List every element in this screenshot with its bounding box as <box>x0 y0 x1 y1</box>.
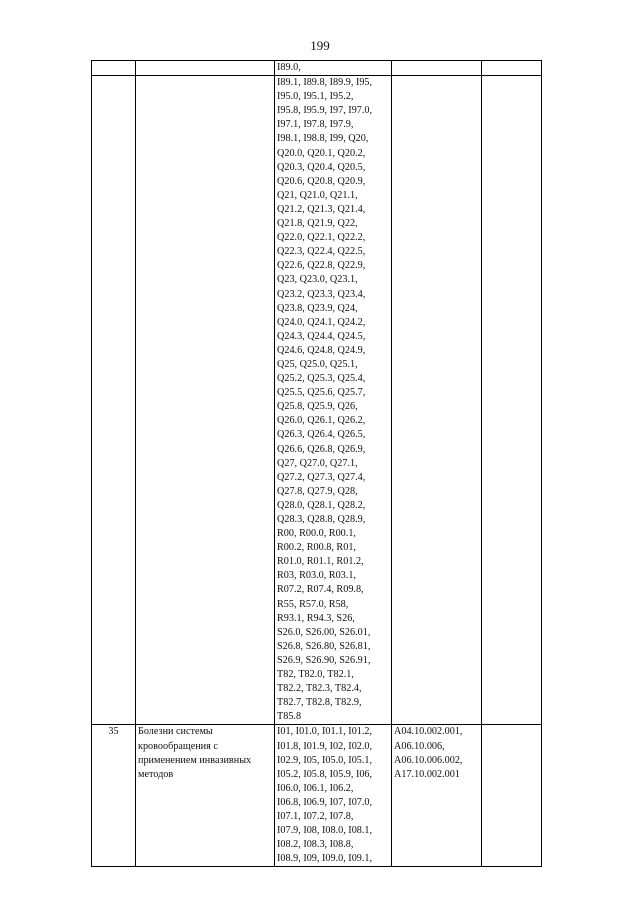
service-line: A06.10.006, <box>394 740 445 752</box>
code-line: I95.8, I95.9, I97, I97.0, <box>277 105 373 117</box>
code-line: Q27.2, Q27.3, Q27.4, <box>277 471 366 483</box>
code-line: I97.1, I97.8, I97.9, <box>277 119 354 131</box>
code-line: R07.2, R07.4, R09.8, <box>277 584 364 596</box>
cell-num <box>92 76 136 725</box>
name-line: Болезни системы <box>138 726 213 738</box>
cell-extra <box>482 725 542 867</box>
code-line: I06.8, I06.9, I07, I07.0, <box>277 796 373 808</box>
code-line: S26.0, S26.00, S26.01, <box>277 626 371 638</box>
code-line: I05.2, I05.8, I05.9, I06, <box>277 768 373 780</box>
table-cell <box>92 61 136 76</box>
code-line: Q25.5, Q25.6, Q25.7, <box>277 387 366 399</box>
code-line: S26.8, S26.80, S26.81, <box>277 640 371 652</box>
table-row <box>92 725 542 867</box>
code-line: Q21.2, Q21.3, Q21.4, <box>277 203 366 215</box>
code-line: R01.0, R01.1, R01.2, <box>277 556 364 568</box>
code-line: Q25.8, Q25.9, Q26, <box>277 401 358 413</box>
cell-services <box>392 76 482 725</box>
code-line: R00, R00.0, R00.1, <box>277 528 356 540</box>
code-line: Q23.2, Q23.3, Q23.4, <box>277 288 366 300</box>
code-line: I08.9, I09, I09.0, I09.1, <box>277 853 373 865</box>
cell-codes <box>275 725 392 867</box>
code-line: I07.9, I08, I08.0, I08.1, <box>277 825 373 837</box>
table-cell <box>275 61 392 76</box>
code-line: Q24.6, Q24.8, Q24.9, <box>277 344 366 356</box>
code-line: I01.8, I01.9, I02, I02.0, <box>277 740 373 752</box>
code-line: Q26.6, Q26.8, Q26.9, <box>277 443 366 455</box>
code-line: R03, R03.0, R03.1, <box>277 570 356 582</box>
code-line: R00.2, R00.8, R01, <box>277 542 356 554</box>
cell-codes <box>275 76 392 725</box>
code-line: Q23.8, Q23.9, Q24, <box>277 302 358 314</box>
code-line: I07.1, I07.2, I07.8, <box>277 810 354 822</box>
name-line: методов <box>138 768 174 780</box>
code-line: I02.9, I05, I05.0, I05.1, <box>277 754 373 766</box>
code-line: Q28.3, Q28.8, Q28.9, <box>277 514 366 525</box>
code-line: I95.0, I95.1, I95.2, <box>277 91 354 103</box>
code-line: I06.0, I06.1, I06.2, <box>277 782 354 794</box>
code-line: Q20.0, Q20.1, Q20.2, <box>277 147 366 159</box>
code-line: Q26.3, Q26.4, Q26.5, <box>277 429 366 441</box>
code-line: Q21.8, Q21.9, Q22, <box>277 218 358 230</box>
code-line: R55, R57.0, R58, <box>277 598 349 610</box>
name-line: применением инвазивных <box>138 754 252 766</box>
code-line: Q25, Q25.0, Q25.1, <box>277 358 358 370</box>
code-line: Q24.0, Q24.1, Q24.2, <box>277 316 366 328</box>
table-row-empty <box>92 61 542 76</box>
code-line: I89.1, I89.8, I89.9, I95, <box>277 77 373 89</box>
data-table <box>91 60 542 867</box>
cell-num <box>92 725 136 867</box>
code-line: Q23, Q23.0, Q23.1, <box>277 274 358 286</box>
code-line: T82.7, T82.8, T82.9, <box>277 697 362 709</box>
code-line: Q22.0, Q22.1, Q22.2, <box>277 232 366 244</box>
code-line: Q20.6, Q20.8, Q20.9, <box>277 175 366 187</box>
code-line: Q21, Q21.0, Q21.1, <box>277 189 358 201</box>
service-line: A06.10.006.002, <box>394 754 463 766</box>
code-line: T85.8 <box>277 711 302 723</box>
code-line: Q25.2, Q25.3, Q25.4, <box>277 373 366 385</box>
code-line: T82, T82.0, T82.1, <box>277 669 354 681</box>
code-line: I08.2, I08.3, I08.8, <box>277 839 354 851</box>
code-line: Q28.0, Q28.1, Q28.2, <box>277 499 366 511</box>
code-line: Q22.6, Q22.8, Q22.9, <box>277 260 366 272</box>
table-cell <box>482 61 542 76</box>
cell-services <box>392 725 482 867</box>
page-number: 199 <box>310 38 330 53</box>
code-line: I01, I01.0, I01.1, I01.2, <box>277 726 373 738</box>
cell-extra <box>482 76 542 725</box>
code-line: Q22.3, Q22.4, Q22.5, <box>277 246 366 258</box>
code-line: Q27, Q27.0, Q27.1, <box>277 457 358 469</box>
service-line: A04.10.002.001, <box>394 726 463 738</box>
cell-name <box>136 725 275 867</box>
code-line: I89.0, <box>277 62 301 73</box>
code-line: Q27.8, Q27.9, Q28, <box>277 485 358 497</box>
cell-text: 35 <box>108 726 119 738</box>
table-cell <box>136 61 275 76</box>
service-line: A17.10.002.001 <box>394 768 460 780</box>
code-line: S26.9, S26.90, S26.91, <box>277 654 371 666</box>
name-line: кровообращения с <box>138 740 218 752</box>
code-line: Q20.3, Q20.4, Q20.5, <box>277 161 366 173</box>
code-line: Q26.0, Q26.1, Q26.2, <box>277 415 366 427</box>
code-line: Q24.3, Q24.4, Q24.5, <box>277 330 366 342</box>
table-cell <box>392 61 482 76</box>
code-line: I98.1, I98.8, I99, Q20, <box>277 133 369 145</box>
code-line: T82.2, T82.3, T82.4, <box>277 683 362 695</box>
cell-name <box>136 76 275 725</box>
table-row <box>92 76 542 725</box>
code-line: R93.1, R94.3, S26, <box>277 612 355 624</box>
